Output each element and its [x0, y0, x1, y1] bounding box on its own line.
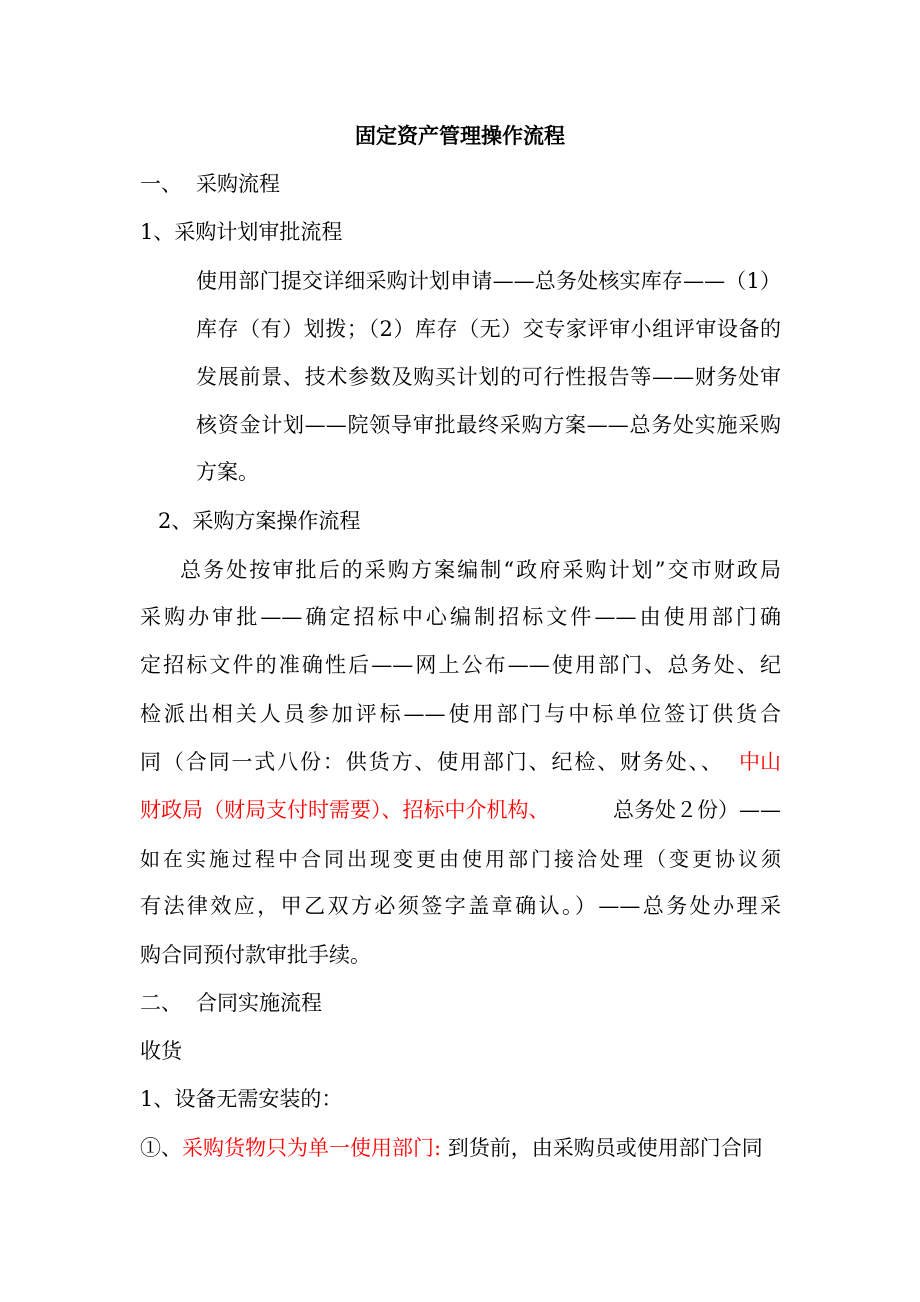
- paragraph-line: [140, 795, 781, 825]
- line-text: 同（合同一式八份：供货方、使用部门、纪检、财务处、、: [140, 750, 722, 774]
- paragraph-line: 总务处按审批后的采购方案编制“政府采购计划”交市财政局: [180, 558, 781, 582]
- paragraph-line: 方案。: [196, 460, 259, 484]
- subsection-heading: 2、采购方案操作流程: [158, 509, 361, 533]
- paragraph-line: 核资金计划——院领导审批最终采购方案——总务处实施采购: [196, 413, 781, 437]
- highlighted-text: 中山: [739, 750, 781, 774]
- highlighted-text: 财政局（财局支付时需要）、招标中介机构、: [140, 798, 550, 822]
- item-number: ①、: [140, 1136, 182, 1160]
- line-text: 到货前，由采购员或使用部门合同: [441, 1136, 763, 1160]
- paragraph-line: 如在实施过程中合同出现变更由使用部门接洽处理（变更协议须: [140, 847, 781, 871]
- paragraph-line: 使用部门提交详细采购计划申请——总务处核实库存——（1）: [196, 269, 781, 293]
- section-number: 一、: [140, 172, 182, 196]
- section-heading: 合同实施流程: [196, 991, 322, 1015]
- line-text: 总务处２份）——: [613, 798, 781, 822]
- section-number: 二、: [140, 991, 182, 1015]
- highlighted-text: 采购货物只为单一使用部门:: [182, 1136, 442, 1160]
- paragraph-line: 有法律效应，甲乙双方必须签字盖章确认。）——总务处办理采: [140, 894, 781, 918]
- paragraph-line: 采购办审批——确定招标中心编制招标文件——由使用部门确: [140, 605, 781, 629]
- document-title: 固定资产管理操作流程: [355, 123, 565, 148]
- section-heading: 采购流程: [196, 172, 280, 196]
- list-item: [140, 1133, 763, 1163]
- paragraph-line: 检派出相关人员参加评标——使用部门与中标单位签订供货合: [140, 702, 781, 726]
- paragraph-line: 定招标文件的准确性后——网上公布——使用部门、总务处、纪: [140, 653, 781, 677]
- paragraph-line: 库存（有）划拨；（2）库存（无）交专家评审小组评审设备的: [196, 317, 781, 341]
- paragraph-line: [140, 747, 781, 777]
- subheading-receive: 收货: [140, 1039, 182, 1063]
- paragraph-line: 发展前景、技术参数及购买计划的可行性报告等——财务处审: [196, 365, 781, 389]
- item-heading: 1、设备无需安装的：: [140, 1087, 343, 1111]
- paragraph-line: 购合同预付款审批手续。: [140, 943, 371, 967]
- subsection-heading: 1、采购计划审批流程: [140, 220, 343, 244]
